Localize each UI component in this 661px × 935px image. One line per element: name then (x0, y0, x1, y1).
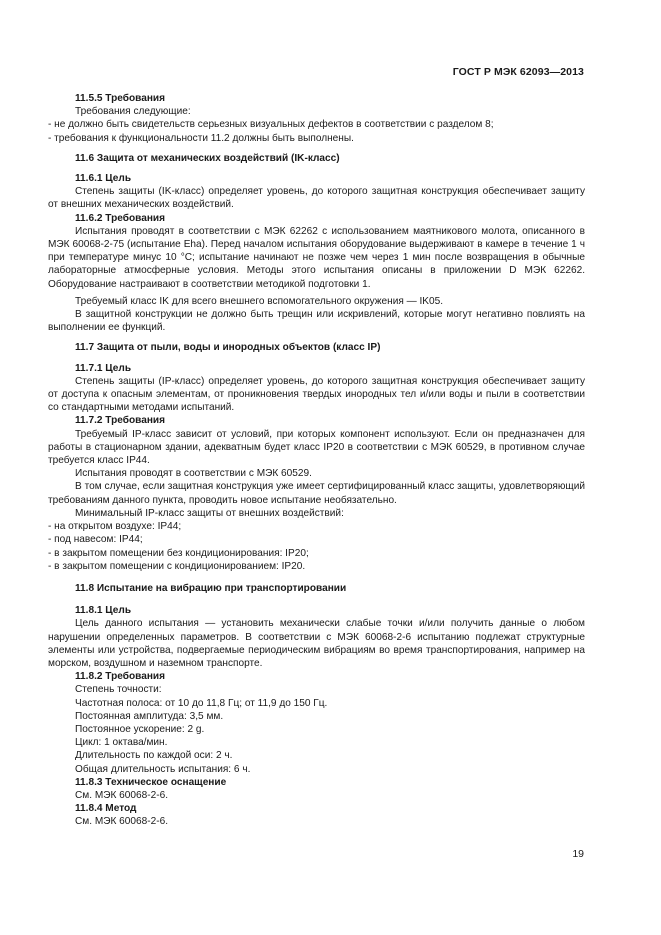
paragraph: В защитной конструкции не должно быть трещин или искривлений, которые могут негативно повлиять на выполнении ее функций. (48, 309, 585, 334)
heading-11-7: 11.7 Защита от пыли, воды и инородных объектов (класс IP) (75, 342, 381, 354)
heading-11-6-1: 11.6.1 Цель (75, 173, 132, 185)
spec-line: Постоянная амплитуда: 3,5 мм. (75, 710, 224, 722)
paragraph: Цель данного испытания — установить механически слабые точки и/или получить данные о любом нарушении определенных параметров. В соответствии с МЭК 60068-2-6 испытанию подлежат структурные элементы или устройства, подвергаемые периодическим вибрациям во время транспортирования, например на морском, воздушном и наземном транспорте. (48, 618, 585, 669)
paragraph: Требуемый IP-класс зависит от условий, при которых компонент используют. Если он предназначен для работы в стационарном здании, адекватным будет класс IP20 в соответствии с МЭК 60529, в противном случае требуется класс IP44. (48, 428, 585, 467)
spec-line: Общая длительность испытания: 6 ч. (75, 763, 251, 775)
paragraph: Минимальный IP-класс защиты от внешних воздействий: (75, 507, 344, 519)
document-code: ГОСТ Р МЭК 62093—2013 (452, 66, 584, 78)
page-number: 19 (572, 848, 584, 860)
heading-11-8-3: 11.8.3 Техническое оснащение (75, 776, 227, 788)
heading-11-6-2: 11.6.2 Требования (75, 212, 166, 224)
list-item: - под навесом: IP44; (48, 534, 143, 546)
heading-11-8: 11.8 Испытание на вибрацию при транспортировании (75, 582, 347, 594)
heading-11-8-1: 11.8.1 Цель (75, 605, 132, 617)
heading-11-8-2: 11.8.2 Требования (75, 671, 166, 683)
paragraph: Испытания проводят в соответствии с МЭК 62262 с использованием маятникового молота, описанного в МЭК 60068-2-75 (испытание Eha). Перед началом испытания оборудование выдерживают в камере в течение 1 ч при температуре минус 10 °С; испытание начинают не позже чем через 1 мин после возвращения в обычные лабораторные атмосферные условия. Методы этого испытания описаны в приложении D МЭК 62262. Оборудование настраивают в соответствии методикой подготовки 1. (48, 225, 585, 290)
paragraph: Испытания проводят в соответствии с МЭК 60529. (75, 468, 312, 480)
heading-11-7-2: 11.7.2 Требования (75, 415, 166, 427)
list-item: - не должно быть свидетельств серьезных визуальных дефектов в соответствии с разделом 8; (48, 119, 494, 131)
page-body (48, 92, 585, 829)
spec-line: Постоянное ускорение: 2 g. (75, 723, 205, 735)
paragraph: Требуемый класс IK для всего внешнего вспомогательного окружения — IK05. (75, 295, 444, 307)
paragraph: См. МЭК 60068-2-6. (75, 789, 169, 801)
paragraph: См. МЭК 60068-2-6. (75, 816, 169, 828)
paragraph: В том случае, если защитная конструкция уже имеет сертифицированный класс защиты, удовлетворяющий требованиям данного пункта, проводить новое испытание необязательно. (48, 481, 585, 506)
list-item: - на открытом воздухе: IP44; (48, 521, 182, 533)
paragraph: Степень защиты (IP-класс) определяет уровень, до которого защитная конструкция обеспечивает защиту от доступа к опасным элементам, от проникновения твердых инородных тел и/или воды и пыли в соответствии со стандартными методами испытаний. (48, 375, 585, 414)
spec-line: Частотная полоса: от 10 до 11,8 Гц; от 11,9 до 150 Гц. (75, 697, 328, 709)
heading-11-8-4: 11.8.4 Метод (75, 803, 137, 815)
list-item: - в закрытом помещении без кондиционирования: IP20; (48, 547, 309, 559)
list-item: - требования к функциональности 11.2 должны быть выполнены. (48, 132, 354, 144)
heading-11-7-1: 11.7.1 Цель (75, 362, 132, 374)
spec-line: Степень точности: (75, 684, 162, 696)
list-item: - в закрытом помещении с кондиционированием: IP20. (48, 560, 306, 572)
spec-line: Цикл: 1 октава/мин. (75, 737, 168, 749)
paragraph: Степень защиты (IK-класс) определяет уровень, до которого защитная конструкция обеспечивает защиту от внешних механических воздействий. (48, 186, 585, 211)
spec-line: Длительность по каждой оси: 2 ч. (75, 750, 233, 762)
paragraph: Требования следующие: (75, 106, 191, 118)
heading-11-5-5: 11.5.5 Требования (75, 93, 166, 104)
heading-11-6: 11.6 Защита от механических воздействий (IK-класс) (75, 152, 340, 164)
